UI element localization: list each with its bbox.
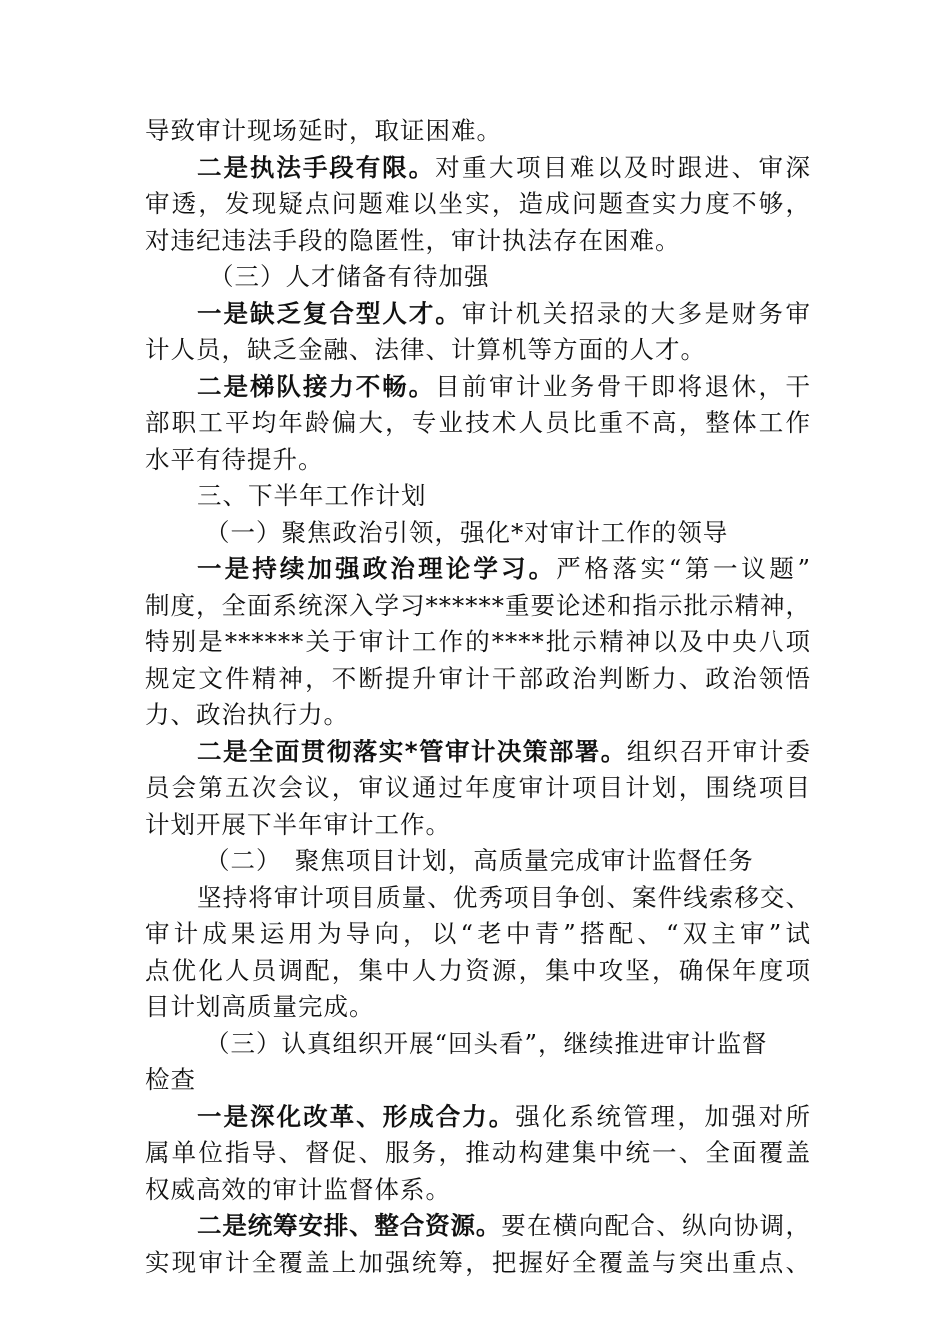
section-heading-continued	[145, 1062, 811, 1099]
line-text: 制度，全面系统深入学习******重要论述和指示批示精神，	[145, 590, 811, 620]
line-text: 计人员，缺乏金融、法律、计算机等方面的人才。	[145, 335, 706, 364]
line-text: 目计划高质量完成。	[145, 992, 375, 1021]
line-text: 审计机关招录的大多是财务审	[461, 298, 812, 328]
paragraph-line	[145, 150, 811, 187]
section-heading	[145, 515, 811, 552]
paragraph-line	[145, 1172, 811, 1209]
paragraph-line	[145, 332, 811, 369]
chapter-heading	[145, 478, 811, 515]
line-text: 检查	[145, 1065, 196, 1094]
line-text: 要在横向配合、纵向协调，	[501, 1211, 812, 1240]
line-text: 规定文件精神，不断提升审计干部政治判断力、政治领悟	[145, 663, 811, 693]
section-heading	[145, 259, 811, 296]
paragraph-line	[145, 661, 811, 698]
paragraph-line	[145, 770, 811, 807]
line-heading: 一是缺乏复合型人才。	[197, 298, 462, 328]
line-text: 水平有待提升。	[145, 444, 324, 474]
paragraph-line	[145, 405, 811, 442]
paragraph-line	[145, 296, 811, 333]
line-text: 审透，发现疑点问题难以坐实，造成问题查实力度不够，	[145, 189, 811, 218]
section-heading	[145, 1026, 811, 1063]
line-heading: 一是持续加强政治理论学习。	[197, 554, 557, 583]
line-text: 目前审计业务骨干即将退休，干	[435, 371, 812, 401]
paragraph-line	[145, 223, 811, 260]
paragraph-line	[145, 369, 811, 406]
paragraph-line	[145, 624, 811, 661]
line-text: 对违纪违法手段的隐匿性，审计执法存在困难。	[145, 225, 681, 255]
line-text: 部职工平均年龄偏大，专业技术人员比重不高，整体工作	[145, 408, 811, 437]
line-text: 严格落实“第一议题”	[556, 554, 811, 583]
paragraph-line	[145, 880, 811, 917]
line-text: （二） 聚焦项目计划，高质量完成审计监督任务	[205, 846, 754, 875]
paragraph-line	[145, 442, 811, 479]
line-text: 特别是******关于审计工作的****批示精神以及中央八项	[145, 627, 811, 656]
paragraph-line	[145, 989, 811, 1026]
paragraph-line	[145, 113, 811, 150]
paragraph-line	[145, 1208, 811, 1245]
line-text: 属单位指导、督促、服务，推动构建集中统一、全面覆盖	[145, 1138, 811, 1167]
line-text: 计划开展下半年审计工作。	[145, 809, 451, 839]
line-text: 坚持将审计项目质量、优秀项目争创、案件线索移交、	[197, 882, 811, 912]
line-text: 力、政治执行力。	[145, 700, 349, 729]
paragraph-line	[145, 953, 811, 990]
line-heading: 二是梯队接力不畅。	[197, 371, 436, 401]
paragraph-line	[145, 186, 811, 223]
line-text: （三）人才储备有待加强	[209, 262, 490, 291]
paragraph-line	[145, 807, 811, 844]
paragraph-line	[145, 551, 811, 588]
paragraph-line	[145, 1135, 811, 1172]
line-text: （一）聚焦政治引领，强化*对审计工作的领导	[205, 517, 729, 547]
line-text: 权威高效的审计监督体系。	[145, 1174, 451, 1204]
line-text: 导致审计现场延时，取证困难。	[145, 116, 502, 145]
line-heading: 二是全面贯彻落实*管审计决策部署。	[197, 736, 627, 766]
line-text: 三、下半年工作计划	[197, 481, 427, 510]
paragraph-line	[145, 734, 811, 771]
paragraph-line	[145, 916, 811, 953]
paragraph-line	[145, 1099, 811, 1136]
document-body	[145, 113, 811, 1281]
line-text: 强化系统管理，加强对所	[515, 1101, 812, 1131]
line-text: 审计成果运用为导向，以“老中青”搭配、“双主审”试	[145, 919, 811, 948]
line-heading: 二是执法手段有限。	[197, 152, 436, 182]
line-text: 点优化人员调配，集中人力资源，集中攻坚，确保年度项	[145, 955, 811, 985]
line-text: 员会第五次会议，审议通过年度审计项目计划，围绕项目	[145, 773, 811, 802]
section-heading	[145, 843, 811, 880]
paragraph-line	[145, 697, 811, 734]
line-heading: 一是深化改革、形成合力。	[197, 1101, 516, 1131]
paragraph-line	[145, 588, 811, 625]
line-heading: 二是统筹安排、整合资源。	[197, 1211, 502, 1240]
line-text: 组织召开审计委	[626, 736, 812, 766]
line-text: （三）认真组织开展“回头看”，继续推进审计监督	[205, 1028, 768, 1058]
line-text: 实现审计全覆盖上加强统筹，把握好全覆盖与突出重点、	[145, 1247, 811, 1277]
paragraph-line	[145, 1245, 811, 1282]
line-text: 对重大项目难以及时跟进、审深	[435, 152, 812, 182]
